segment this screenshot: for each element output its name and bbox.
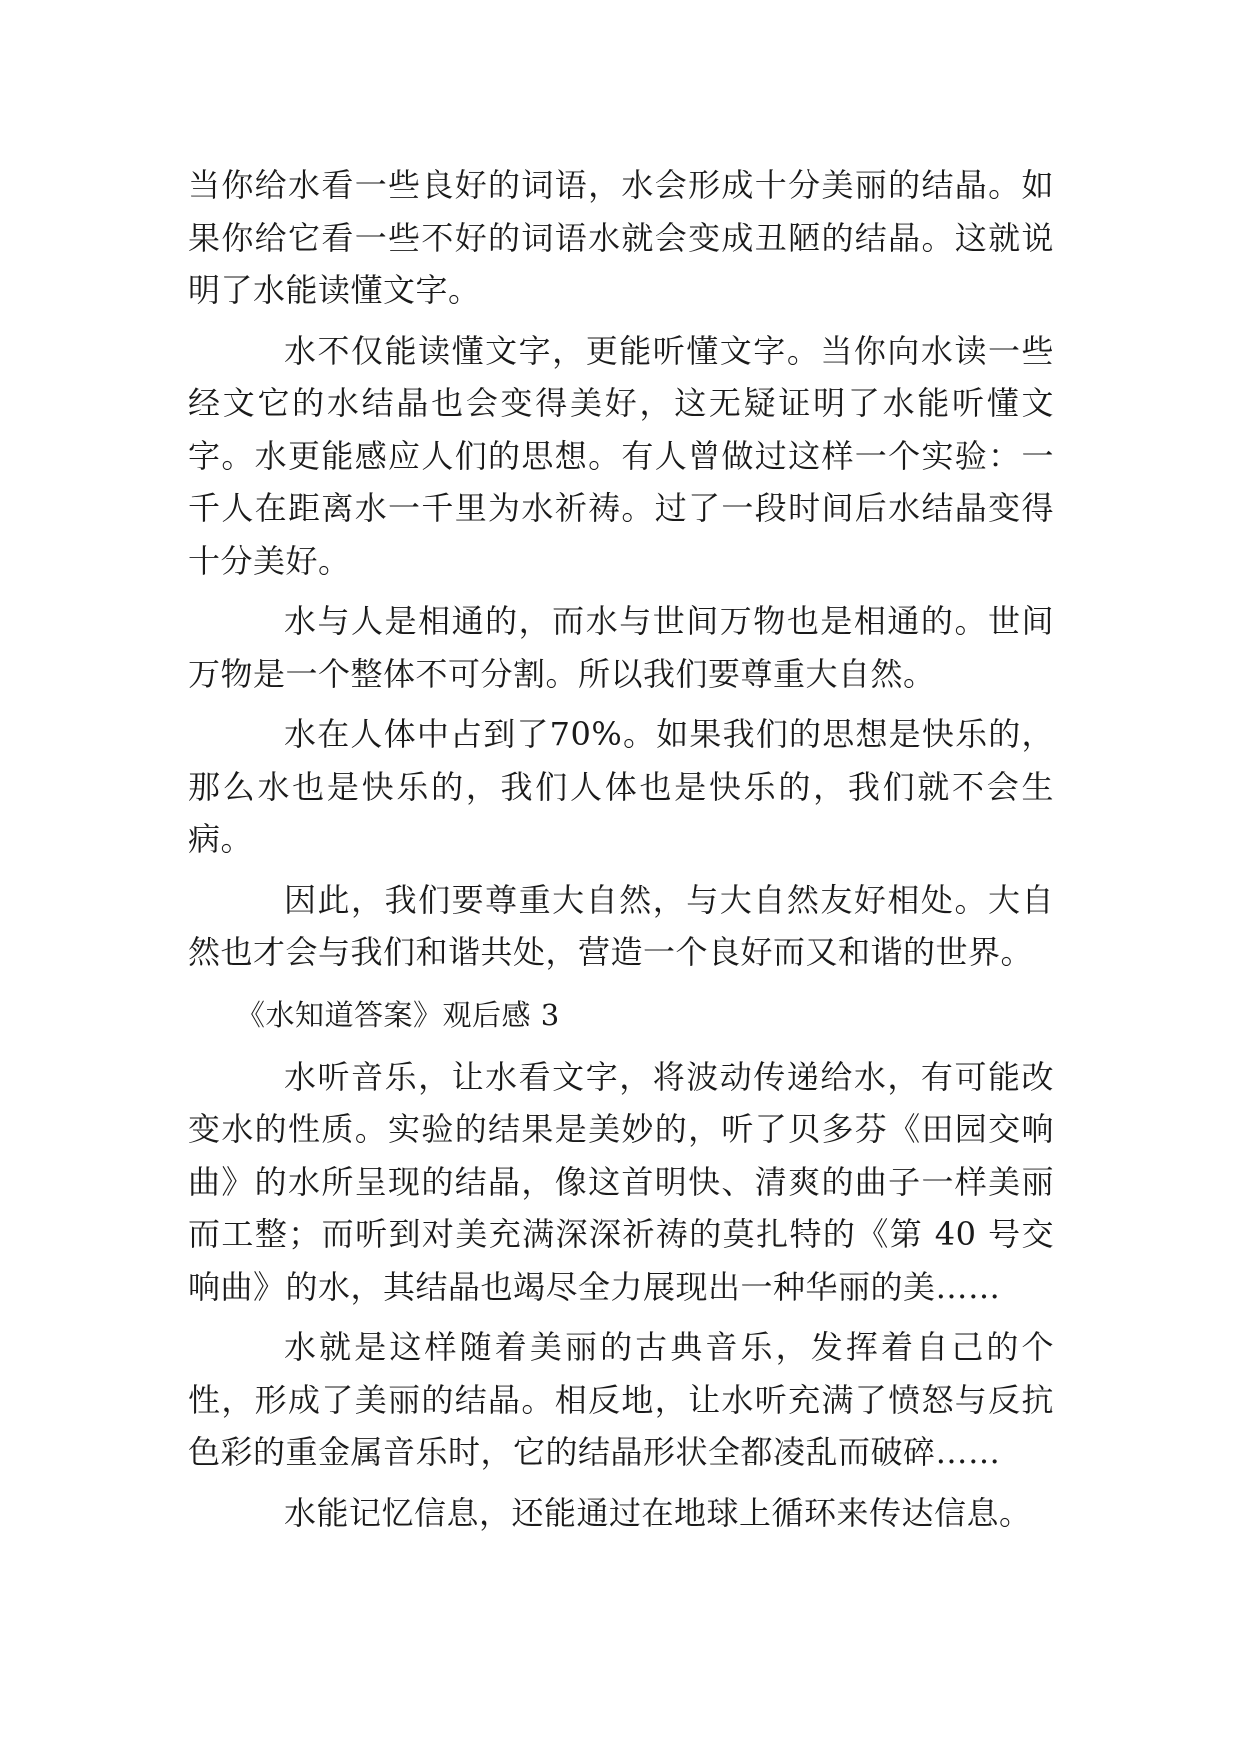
paragraph: 水在人体中占到了70%。如果我们的思想是快乐的，那么水也是快乐的，我们人体也是快乐的，我们就不会生病。 [188,715,1054,858]
paragraph: 水听音乐，让水看文字，将波动传递给水，有可能改变水的性质。实验的结果是美妙的，听了贝多芬《田园交响曲》的水所呈现的结晶，像这首明快、清爽的曲子一样美丽而工整；而听到对美充满深深祈祷的莫扎特的《第 40 号交响曲》的水，其结晶也竭尽全力展现出一种华丽的美…… [188,1057,1054,1306]
paragraph: 当你给水看一些良好的词语，水会形成十分美丽的结晶。如果你给它看一些不好的词语水就会变成丑陋的结晶。这就说明了水能读懂文字。 [188,166,1054,309]
paragraph: 因此，我们要尊重大自然，与大自然友好相处。大自然也才会与我们和谐共处，营造一个良好而又和谐的世界。 [188,880,1054,971]
paragraph: 水不仅能读懂文字，更能听懂文字。当你向水读一些经文它的水结晶也会变得美好，这无疑证明了水能听懂文字。水更能感应人们的思想。有人曾做过这样一个实验：一千人在距离水一千里为水祈祷。过了一段时间后水结晶变得十分美好。 [188,331,1054,580]
paragraph: 水与人是相通的，而水与世间万物也是相通的。世间万物是一个整体不可分割。所以我们要尊重大自然。 [188,602,1054,693]
paragraph: 水能记忆信息，还能通过在地球上循环来传达信息。 [284,1493,1032,1532]
paragraph: 水就是这样随着美丽的古典音乐，发挥着自己的个性，形成了美丽的结晶。相反地，让水听充满了愤怒与反抗色彩的重金属音乐时，它的结晶形状全都凌乱而破碎…… [188,1328,1054,1471]
document-body [188,159,1054,1539]
section-heading: 《水知道答案》观后感 3 [236,997,560,1032]
